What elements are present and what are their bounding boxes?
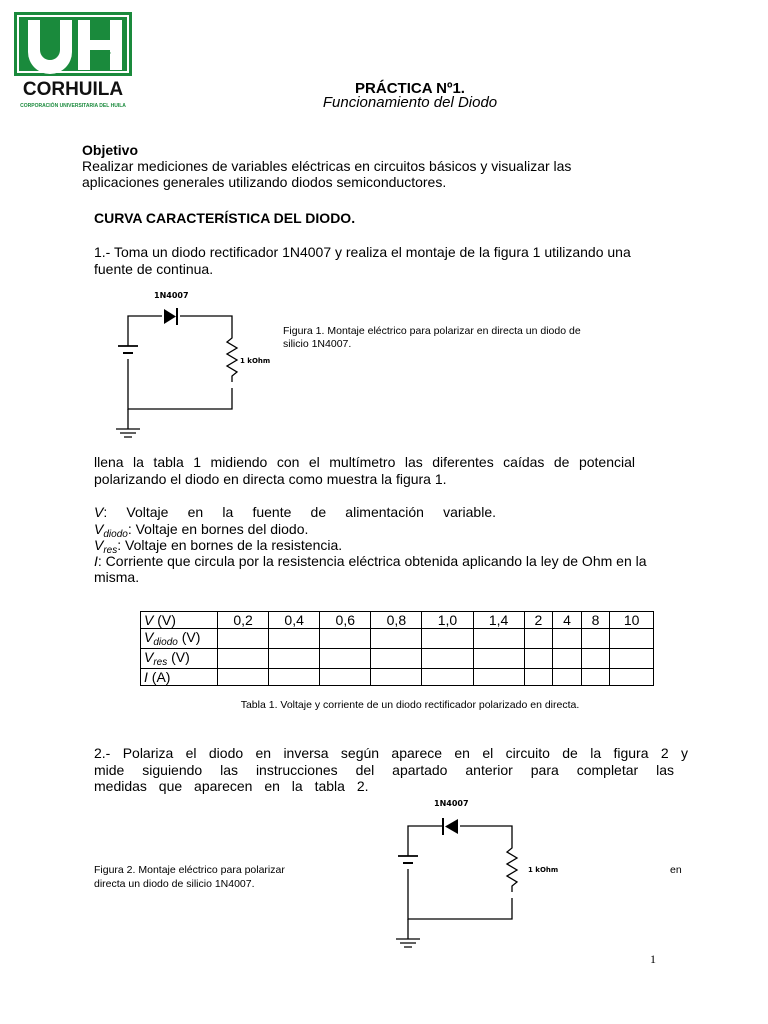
figure1-circuit — [110, 284, 300, 444]
section-title: CURVA CARACTERÍSTICA DEL DIODO. — [94, 210, 356, 226]
table1-caption: Tabla 1. Voltaje y corriente de un diodo rectificador polarizado en directa. — [240, 699, 580, 711]
table-row — [141, 629, 654, 649]
empty-cell — [218, 649, 269, 669]
fill-text-line-1: llena la tabla 1 midiendo con el multímetro las diferentes caídas de potencial — [94, 454, 635, 470]
header-cell: 0,4 — [269, 612, 320, 629]
empty-cell — [524, 629, 553, 649]
table-row — [141, 649, 654, 669]
header-cell: 0,8 — [371, 612, 422, 629]
empty-cell — [269, 669, 320, 686]
step2-line-2: mide siguiendo las instrucciones del apartado anterior para completar las — [94, 762, 674, 778]
row-label-i: I (A) — [141, 669, 218, 686]
empty-cell — [371, 629, 422, 649]
empty-cell — [553, 629, 582, 649]
row-label-v: V (V) — [141, 612, 218, 629]
empty-cell — [553, 649, 582, 669]
empty-cell — [581, 649, 610, 669]
figure2-diode-label: 1N4007 — [434, 799, 469, 808]
figure1-resistor-label: 1 kOhm — [240, 357, 271, 365]
header-cell: 8 — [581, 612, 610, 629]
resistor-symbol — [227, 332, 237, 382]
objective-heading: Objetivo — [82, 142, 139, 158]
header-cell: 1,4 — [473, 612, 524, 629]
empty-cell — [371, 649, 422, 669]
definition-i-line-2: misma. — [94, 569, 140, 585]
empty-cell — [320, 629, 371, 649]
empty-cell — [473, 649, 524, 669]
logo-name: CORHUILA — [22, 79, 124, 100]
v-definition-text: : Voltaje en la fuente de alimentación variable. — [103, 504, 496, 520]
table-row — [141, 669, 654, 686]
fill-text-line-2: polarizando el diodo en directa como muestra la figura 1. — [94, 471, 447, 487]
header-cell: 0,6 — [320, 612, 371, 629]
resistor-symbol — [507, 842, 517, 892]
i-definition-text: : Corriente que circula por la resistencia eléctrica obtenida aplicando la ley de Ohm en la — [97, 553, 647, 569]
empty-cell — [269, 649, 320, 669]
figure2-circuit — [390, 794, 580, 954]
empty-cell — [320, 649, 371, 669]
figure2-caption-left: Figura 2. Montaje eléctrico para polarizar — [94, 864, 285, 876]
page-number: 1 — [650, 952, 656, 966]
table-row — [141, 612, 654, 629]
definition-v — [94, 504, 496, 521]
vdiodo-definition-text: : Voltaje en bornes del diodo. — [127, 521, 309, 537]
empty-cell — [610, 649, 654, 669]
page-subtitle: Funcionamiento del Diodo — [322, 94, 498, 111]
header-cell: 0,2 — [218, 612, 269, 629]
corhuila-logo — [12, 10, 136, 114]
empty-cell — [320, 669, 371, 686]
step2-line-3: medidas que aparecen en la tabla 2. — [94, 778, 369, 794]
page-title: PRÁCTICA Nº1. — [355, 80, 465, 97]
row-label-vres: $V_{res}$ (V) — [141, 649, 218, 669]
row-label-vdiodo: $V_{diodo}$ (V) — [141, 629, 218, 649]
figure2-resistor-label: 1 kOhm — [528, 866, 559, 874]
i-symbol: I — [94, 553, 98, 569]
step2-line-1: 2.- Polariza el diodo en inversa según aparece en el circuito de la figura 2 y — [94, 745, 688, 761]
empty-cell — [269, 629, 320, 649]
table1 — [140, 611, 654, 686]
empty-cell — [524, 649, 553, 669]
header-cell: 4 — [553, 612, 582, 629]
logo-subtitle: CORPORACIÓN UNIVERSITARIA DEL HUILA — [20, 103, 126, 109]
vres-definition-text: : Voltaje en bornes de la resistencia. — [117, 537, 343, 553]
step1-line-1: 1.- Toma un diodo rectificador 1N4007 y realiza el montaje de la figura 1 utilizando una — [94, 244, 631, 260]
v-symbol: V — [94, 504, 104, 520]
header-cell: 1,0 — [422, 612, 473, 629]
figure2-caption-right: en — [670, 864, 682, 876]
header-cell: 2 — [524, 612, 553, 629]
empty-cell — [371, 669, 422, 686]
empty-cell — [524, 669, 553, 686]
empty-cell — [422, 649, 473, 669]
empty-cell — [610, 629, 654, 649]
empty-cell — [473, 629, 524, 649]
empty-cell — [422, 669, 473, 686]
vres-symbol: V — [94, 537, 104, 553]
objective-line-2: aplicaciones generales utilizando diodos semiconductores. — [82, 174, 447, 190]
figure2-caption-line-2: directa un diodo de silicio 1N4007. — [94, 878, 255, 890]
empty-cell — [422, 629, 473, 649]
figure1-caption-line-2: silicio 1N4007. — [283, 338, 352, 350]
empty-cell — [581, 669, 610, 686]
vres-subscript: res — [103, 545, 118, 556]
vdiodo-subscript: diodo — [103, 529, 128, 540]
empty-cell — [553, 669, 582, 686]
definition-i — [94, 553, 647, 570]
diode-symbol — [445, 819, 458, 834]
diode-symbol — [164, 309, 176, 324]
header-cell: 10 — [610, 612, 654, 629]
empty-cell — [218, 669, 269, 686]
empty-cell — [581, 629, 610, 649]
figure1-caption-line-1: Figura 1. Montaje eléctrico para polarizar en directa un diodo de — [283, 325, 581, 337]
empty-cell — [473, 669, 524, 686]
empty-cell — [218, 629, 269, 649]
empty-cell — [610, 669, 654, 686]
figure1-diode-label: 1N4007 — [154, 291, 189, 300]
vdiodo-symbol: V — [94, 521, 104, 537]
objective-line-1: Realizar mediciones de variables eléctricas en circuitos básicos y visualizar las — [82, 158, 572, 174]
step1-line-2: fuente de continua. — [94, 261, 214, 277]
